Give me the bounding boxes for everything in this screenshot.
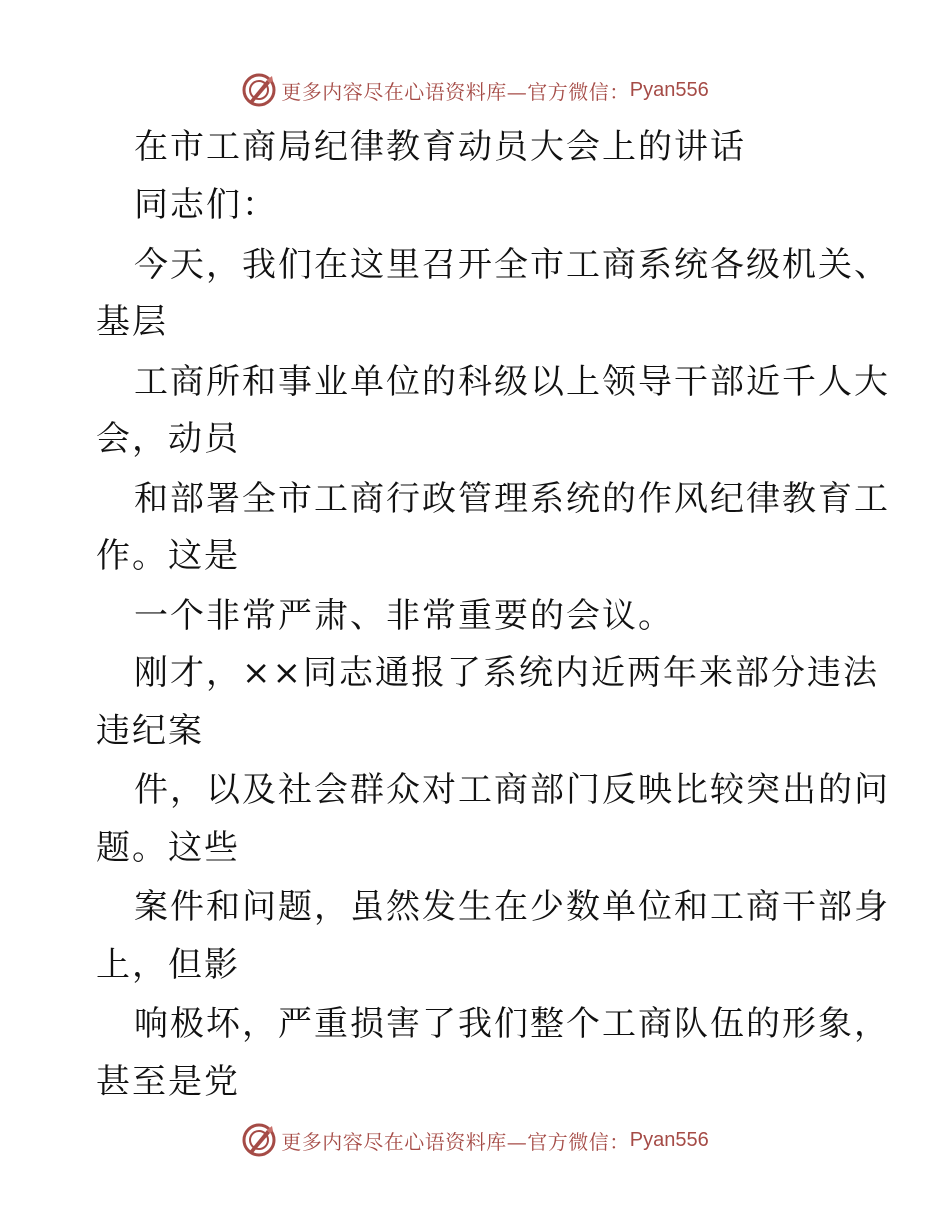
banner-text: 更多内容尽在心语资料库—官方微信：: [281, 79, 630, 104]
document-title: 在市工商局纪律教育动员大会上的讲话: [134, 127, 746, 167]
banner-wechat-id: Pyan556: [629, 1128, 709, 1151]
banner-text: 更多内容尽在心语资料库—官方微信：: [281, 1129, 630, 1154]
paragraph-line: 工商所和事业单位的科级以上领导干部近千人大: [134, 362, 890, 402]
paragraph-line: 案件和问题，虽然发生在少数单位和工商干部身: [134, 887, 890, 927]
paragraph-line: 件，以及社会群众对工商部门反映比较突出的问: [134, 770, 890, 810]
quill-logo-icon: [241, 72, 277, 108]
salutation: 同志们：: [134, 185, 278, 225]
paragraph-line: 题。这些: [96, 828, 240, 868]
paragraph-line: 响极坏，严重损害了我们整个工商队伍的形象，: [134, 1004, 890, 1044]
paragraph-line: 基层: [96, 302, 168, 342]
paragraph-line: 作。这是: [96, 536, 240, 576]
paragraph-line: 违纪案: [96, 711, 204, 751]
footer-watermark-banner: [0, 1120, 950, 1160]
paragraph-line: 甚至是党: [96, 1062, 240, 1102]
header-watermark-banner: [0, 70, 950, 110]
paragraph-line: 上，但影: [96, 945, 240, 985]
quill-logo-icon: [241, 1122, 277, 1158]
banner-wechat-id: Pyan556: [629, 78, 709, 101]
paragraph-line: 会，动员: [96, 419, 240, 459]
paragraph-line: 刚才，××同志通报了系统内近两年来部分违法: [134, 653, 879, 693]
paragraph-line: 一个非常严肃、非常重要的会议。: [134, 596, 674, 636]
paragraph-line: 今天，我们在这里召开全市工商系统各级机关、: [134, 245, 890, 285]
paragraph-line: 和部署全市工商行政管理系统的作风纪律教育工: [134, 479, 890, 519]
